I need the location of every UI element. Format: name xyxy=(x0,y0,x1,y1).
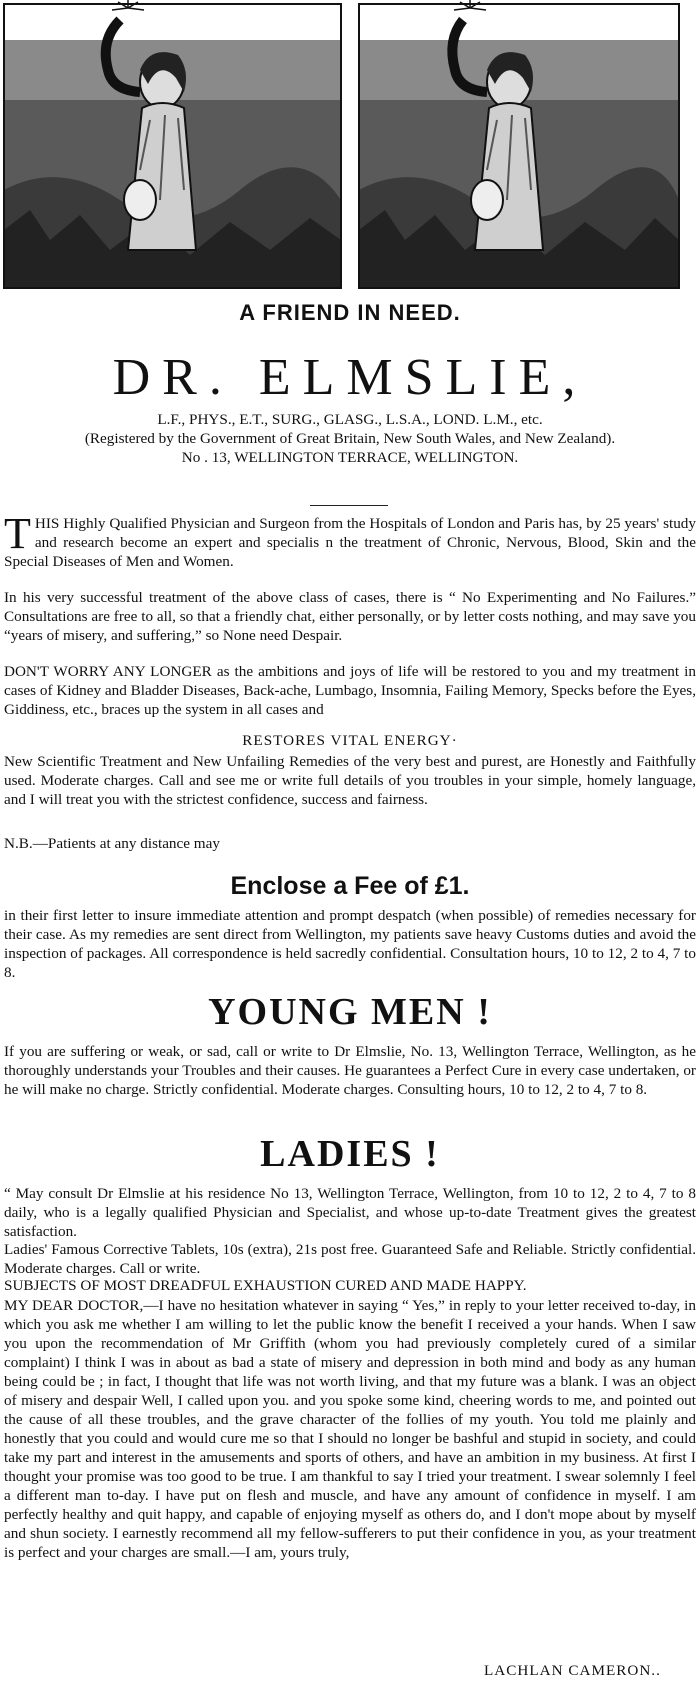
credentials-address: No . 13, WELLINGTON TERRACE, WELLINGTON. xyxy=(181,449,519,466)
tablets-paragraph: Ladies' Famous Corrective Tablets, 10s (extra), 21s post free. Guaranteed Safe and Reliable. Strictly confidential. Moderate charges. Call or write. xyxy=(4,1241,696,1277)
treatment-paragraph: In his very successful treatment of the above class of cases, there is “ No Experimenting and No Failures.” Consultations are free to all, so that a friendly chat, either personally, or by letter costs nothing, and may save you “years of misery, and suffering,” so None need Despair. xyxy=(4,589,696,644)
intro-paragraph xyxy=(4,509,696,571)
woman-holding-torch-illustration-left xyxy=(0,0,345,292)
young-men-heading: YOUNG MEN ! xyxy=(208,991,492,1033)
divider xyxy=(310,505,388,506)
young-men-paragraph: If you are suffering or weak, or sad, call or write to Dr Elmslie, No. 13, Wellington Terrace, Wellington, as he thoroughly understands your Troubles and their causes. He guarantees a Perfect Cure in every case undertaken, or he will make no charge. Strictly confidential. Moderate charges. Consulting hours, 10 to 12, 2 to 4, 7 to 8. xyxy=(4,1043,696,1098)
engraving-right xyxy=(355,0,700,292)
ladies-paragraph: “ May consult Dr Elmslie at his residence No 13, Wellington Terrace, Wellington, from 10 to 12, 2 to 4, 7 to 8 daily, who is a legally qualified Physician and Specialist, and whose up-to-date Treatment gives the greatest satisfaction. xyxy=(4,1185,696,1240)
credentials-block xyxy=(4,410,696,467)
drop-cap: T xyxy=(4,509,31,558)
restores-vital-energy: RESTORES VITAL ENERGY· xyxy=(242,732,458,749)
engraving-left xyxy=(0,0,345,292)
credentials-degrees: L.F., PHYS., E.T., SURG., GLASG., L.S.A., LOND. L.M., etc. xyxy=(157,411,543,428)
remedies-paragraph: New Scientific Treatment and New Unfailing Remedies of the very best and purest, are Honestly and Faithfully used. Moderate charges. Call and see me or write full details of you troubles in your simple, homely language, and I will treat you with the strictest confidence, success and fairness. xyxy=(4,753,696,808)
testimonial-letter: MY DEAR DOCTOR,—I have no hesitation whatever in saying “ Yes,” in reply to your letter received to-day, in which you ask me whether I am willing to let the public know the benefit I received a your hands. When I saw you upon the recommendation of Mr Griffith (whom you had previously completely cured of a similar complaint) I think I was in about as bad a state of misery and depression in both mind and body as any human being could be ; in fact, I thought that life was not worth living, and that my future was a blank. I was an object of misery and despair Well, I called upon you. and you spoke some kind, cheering words to me, and pointed out the cause of all these troubles, and the grave character of the follies of my youth. You told me plainly and honestly that you could and would cure me so that I should no longer be bashful and stupid in society, and could take my part and interest in the amusements and sports of others, and have an ambition in my business. At first I thought your promise was too good to be true. I am thankful to say I tried your treatment. I swear solemnly I feel a different man to-day. I have put on flesh and muscle, and have any amount of confidence in myself. I am perfectly healthy and quit happy, and capable of enjoying myself as others do, and I don't mope about by myself and shun society. I earnestly recommend all my fellow-sufferers to put their confidence in you, as your treatment is perfect and your charges are small.—I am, yours truly, xyxy=(4,1297,696,1561)
fee-paragraph: in their first letter to insure immediate attention and prompt despatch (when possible) of remedies necessary for their case. As my remedies are sent direct from Wellington, my patients save heavy Customs duties and avoid the inspection of packages. All correspondence is held sacredly confidential. Consultation hours, 10 to 12, 2 to 4, 7 to 8. xyxy=(4,907,696,981)
doctor-name-heading: DR. ELMSLIE, xyxy=(112,349,588,406)
subjects-heading: SUBJECTS OF MOST DREADFUL EXHAUSTION CURED AND MADE HAPPY. xyxy=(4,1277,527,1294)
ladies-heading: LADIES ! xyxy=(260,1133,440,1175)
woman-holding-torch-illustration-right xyxy=(355,0,700,292)
testimonial-signature: LACHLAN CAMERON.. xyxy=(484,1662,661,1679)
tagline: A FRIEND IN NEED. xyxy=(239,300,461,325)
fee-heading: Enclose a Fee of £1. xyxy=(230,872,470,900)
dont-worry-paragraph: DON'T WORRY ANY LONGER as the ambitions and joys of life will be restored to you and my treatment in cases of Kidney and Bladder Diseases, Back-ache, Lumbago, Insomnia, Failing Memory, Specks before the Eyes, Giddiness, etc., braces up the system in all cases and xyxy=(4,663,696,718)
credentials-registration: (Registered by the Government of Great Britain, New South Wales, and New Zealand). xyxy=(84,430,616,447)
intro-text: HIS Highly Qualified Physician and Surgeon from the Hospitals of London and Paris has, by 25 years' study and research become an expert and specialis n the treatment of Chronic, Nervous, Blood, Skin and the Special Diseases of Men and Women. xyxy=(4,515,696,570)
nb-note: N.B.—Patients at any distance may xyxy=(4,835,220,852)
